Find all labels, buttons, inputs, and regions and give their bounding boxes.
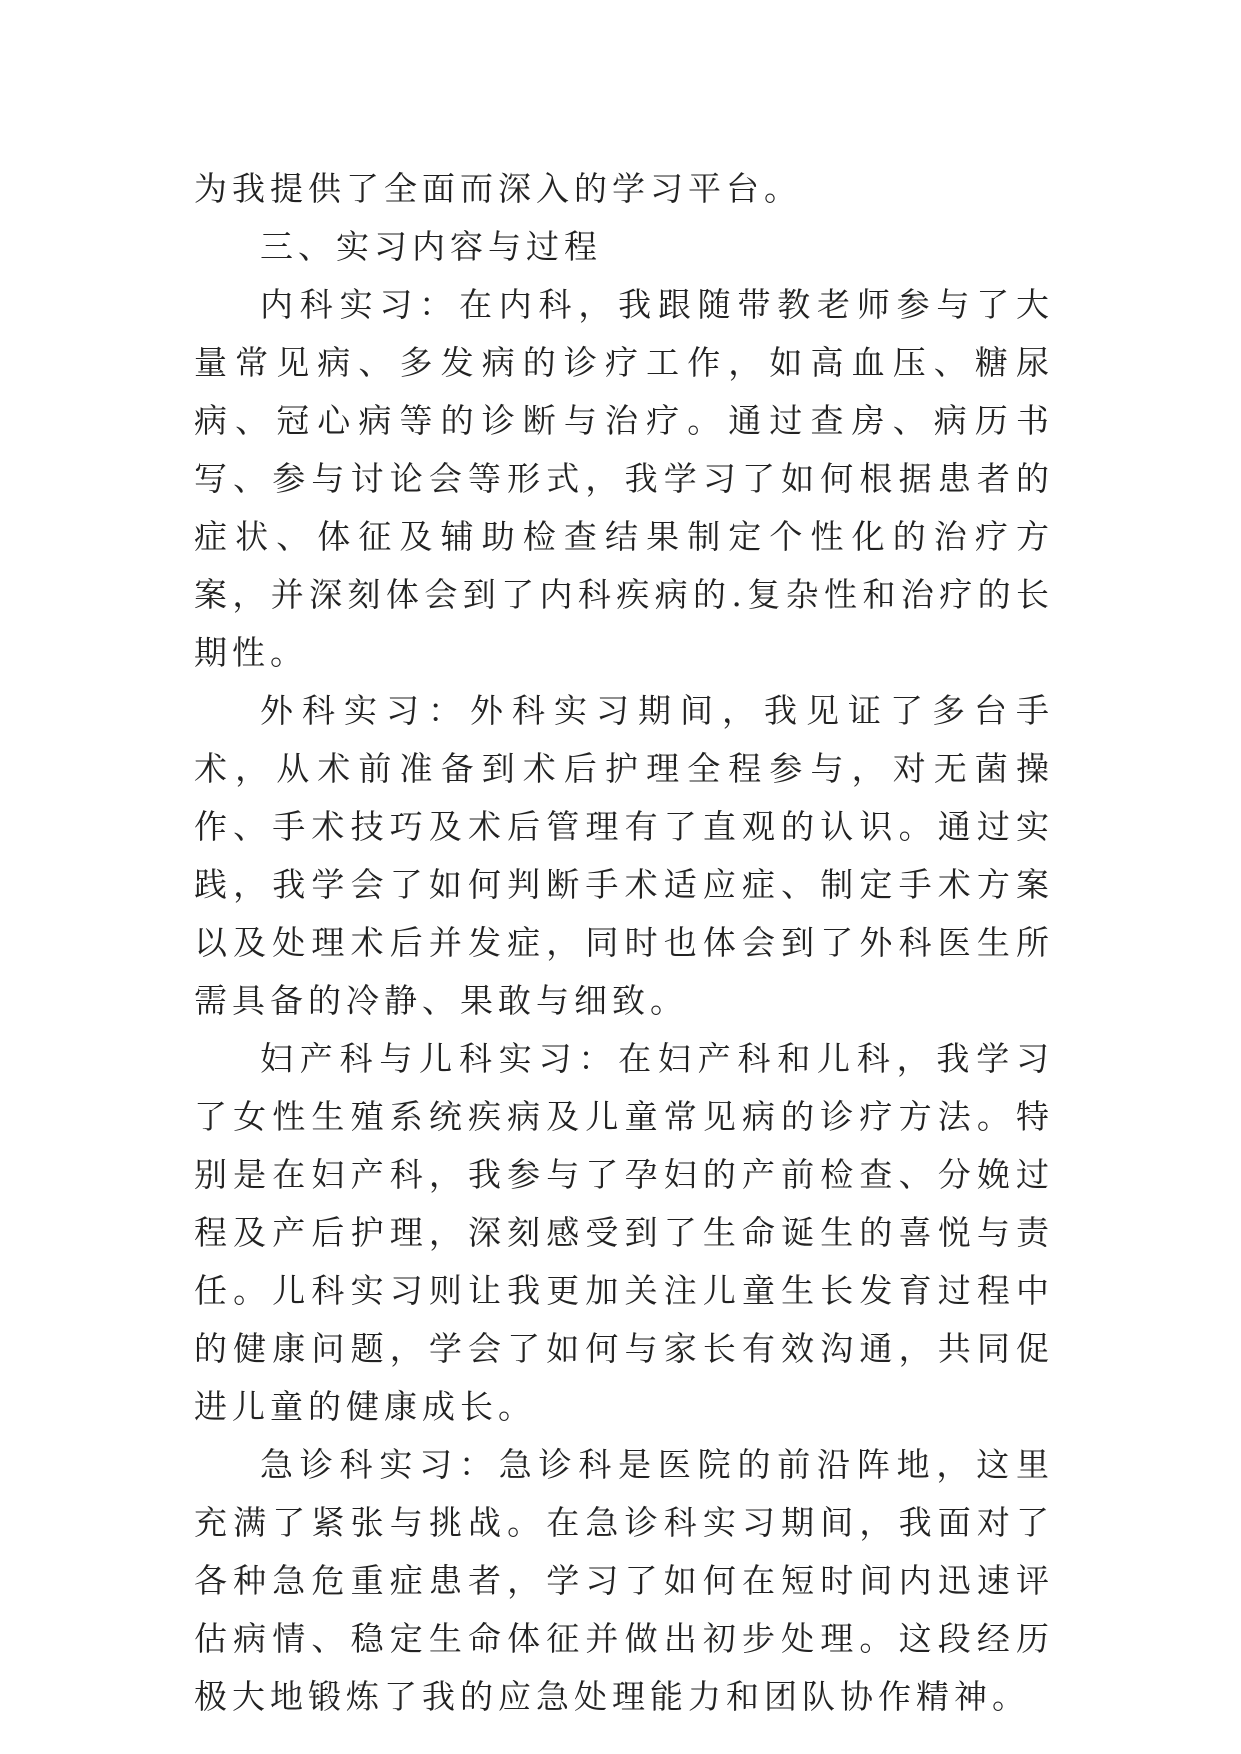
section-heading: 三、实习内容与过程	[260, 227, 602, 266]
paragraph-emergency: 急诊科实习：急诊科是医院的前沿阵地，这里充满了紧张与挑战。在急诊科实习期间，我面对了各种急危重症患者，学习了如何在短时间内迅速评估病情、稳定生命体征并做出初步处理。这段经历极大地锻炼了我的应急处理能力和团队协作精神。	[194, 1445, 1054, 1716]
paragraph-continuation: 为我提供了全面而深入的学习平台。	[194, 169, 802, 208]
paragraph-internal-medicine: 内科实习：在内科，我跟随带教老师参与了大量常见病、多发病的诊疗工作，如高血压、糖尿病、冠心病等的诊断与治疗。通过查房、病历书写、参与讨论会等形式，我学习了如何根据患者的症状、体征及辅助检查结果制定个性化的治疗方案，并深刻体会到了内科疾病的.复杂性和治疗的长期性。	[194, 285, 1054, 672]
document-body	[194, 160, 1054, 1726]
paragraph-surgery: 外科实习：外科实习期间，我见证了多台手术，从术前准备到术后护理全程参与，对无菌操作、手术技巧及术后管理有了直观的认识。通过实践，我学会了如何判断手术适应症、制定手术方案以及处理术后并发症，同时也体会到了外科医生所需具备的冷静、果敢与细致。	[194, 691, 1054, 1020]
paragraph-obgyn-pediatrics: 妇产科与儿科实习：在妇产科和儿科，我学习了女性生殖系统疾病及儿童常见病的诊疗方法。特别是在妇产科，我参与了孕妇的产前检查、分娩过程及产后护理，深刻感受到了生命诞生的喜悦与责任。儿科实习则让我更加关注儿童生长发育过程中的健康问题，学会了如何与家长有效沟通，共同促进儿童的健康成长。	[194, 1039, 1054, 1426]
